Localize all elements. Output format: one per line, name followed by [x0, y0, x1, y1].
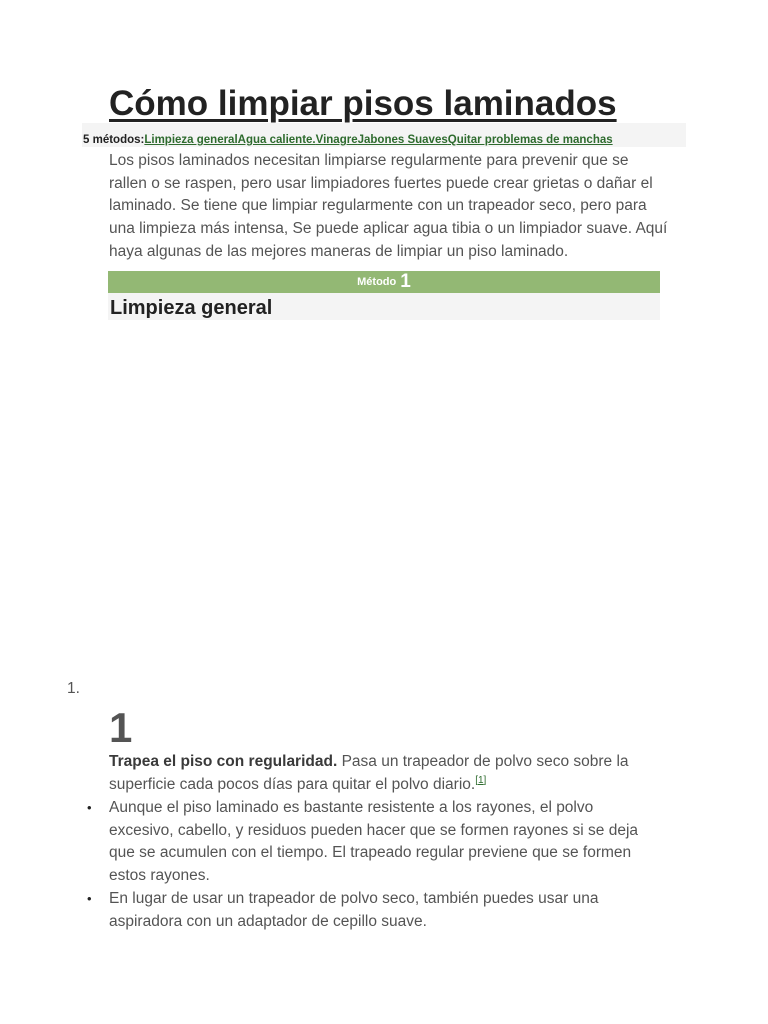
method-label: Método: [357, 276, 397, 288]
methods-label: 5 métodos:: [83, 134, 145, 146]
step-bold-lead: Trapea el piso con regularidad.: [109, 753, 338, 770]
list-item: [87, 797, 654, 888]
method-link-limpieza-general[interactable]: Limpieza general: [144, 134, 238, 146]
bullet-icon: •: [87, 890, 92, 906]
methods-nav: [83, 132, 613, 148]
step-bullet-list: [87, 797, 654, 933]
method-link-vinagre[interactable]: Vinagre: [315, 134, 358, 146]
bullet-text: En lugar de usar un trapeador de polvo seco, también puedes usar una aspiradora con un adaptador de cepillo suave.: [109, 889, 599, 930]
method-link-quitar-manchas[interactable]: Quitar problemas de manchas: [447, 134, 613, 146]
method-link-jabones-suaves[interactable]: Jabones Suaves: [357, 134, 448, 146]
bullet-text: Aunque el piso laminado es bastante resistente a los rayones, el polvo excesivo, cabello, y residuos pueden hacer que se formen rayones si se deja que se acumulen con el tiempo. El trapeado regular previene que se formen estos rayones.: [109, 799, 639, 885]
step-body: Pasa un trapeador de polvo seco sobre la superficie cada pocos días para quitar el polvo diario.: [109, 753, 629, 793]
step-text: [109, 751, 654, 796]
step-list-marker: 1.: [67, 680, 80, 697]
method-header: [108, 271, 660, 293]
method-link-agua-caliente[interactable]: Agua caliente.: [237, 134, 316, 146]
list-item: [87, 888, 654, 933]
section-title: Limpieza general: [110, 297, 273, 319]
page-title: Cómo limpiar pisos laminados: [109, 84, 617, 123]
method-number: 1: [400, 271, 411, 292]
bullet-icon: •: [87, 800, 92, 815]
step-number: 1: [109, 704, 133, 751]
intro-paragraph: Los pisos laminados necesitan limpiarse regularmente para prevenir que se rallen o se raspen, pero usar limpiadores fuertes puede crear grietas o dañar el laminado. Se tiene que limpiar regularmente con un trapeador seco, pero para una limpieza más intensa, Se puede aplicar agua tibia o un limpiador suave. Aquí haya algunas de las mejores maneras de limpiar un piso laminado.: [109, 152, 668, 260]
citation-link[interactable]: [1]: [475, 774, 487, 786]
citation-sup: [475, 775, 486, 786]
